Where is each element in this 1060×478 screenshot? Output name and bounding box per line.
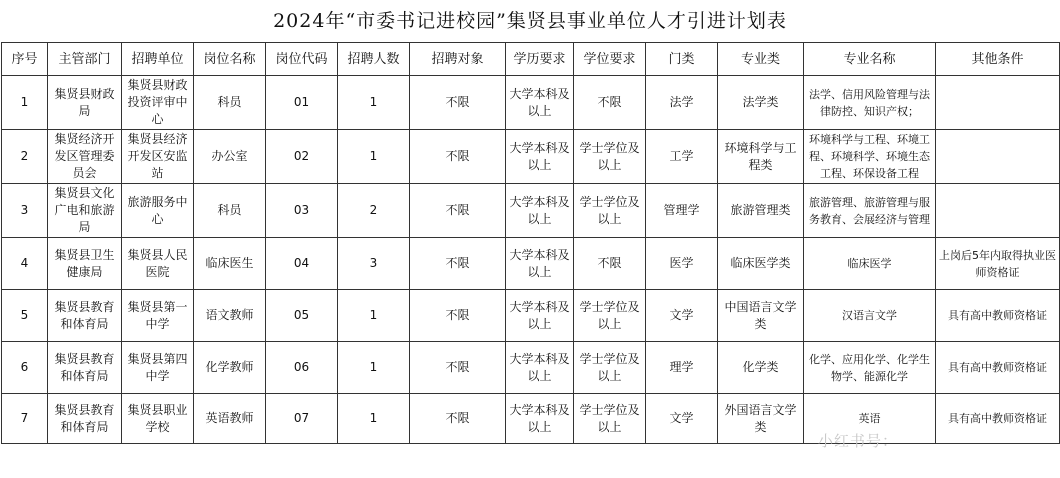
cell-unit: 集贤县第一中学 <box>122 290 194 342</box>
cell-code: 05 <box>266 290 338 342</box>
header-cell: 专业名称 <box>804 43 936 76</box>
table-row <box>2 342 1060 394</box>
cell-edu: 大学本科及以上 <box>506 238 574 290</box>
cell-edu: 大学本科及以上 <box>506 342 574 394</box>
cell-code: 06 <box>266 342 338 394</box>
cell-major: 临床医学 <box>804 238 936 290</box>
table-row <box>2 130 1060 184</box>
cell-count: 3 <box>338 238 410 290</box>
cell-other: 具有高中教师资格证 <box>936 290 1060 342</box>
cell-code: 07 <box>266 394 338 444</box>
header-cell: 其他条件 <box>936 43 1060 76</box>
cell-major-class: 中国语言文学类 <box>718 290 804 342</box>
cell-major-class: 化学类 <box>718 342 804 394</box>
cell-no: 7 <box>2 394 48 444</box>
cell-code: 03 <box>266 184 338 238</box>
header-cell: 岗位代码 <box>266 43 338 76</box>
cell-no: 3 <box>2 184 48 238</box>
cell-code: 02 <box>266 130 338 184</box>
cell-no: 2 <box>2 130 48 184</box>
cell-count: 1 <box>338 394 410 444</box>
cell-category: 文学 <box>646 290 718 342</box>
table-row <box>2 290 1060 342</box>
cell-dept: 集贤县卫生健康局 <box>48 238 122 290</box>
cell-category: 工学 <box>646 130 718 184</box>
cell-other <box>936 130 1060 184</box>
cell-category: 管理学 <box>646 184 718 238</box>
table-row <box>2 394 1060 444</box>
cell-edu: 大学本科及以上 <box>506 184 574 238</box>
cell-major-class: 旅游管理类 <box>718 184 804 238</box>
cell-post: 临床医生 <box>194 238 266 290</box>
cell-category: 法学 <box>646 76 718 130</box>
header-cell: 学位要求 <box>574 43 646 76</box>
cell-edu: 大学本科及以上 <box>506 76 574 130</box>
cell-category: 理学 <box>646 342 718 394</box>
watermark: 小红书号： <box>818 432 899 450</box>
cell-category: 医学 <box>646 238 718 290</box>
header-cell: 序号 <box>2 43 48 76</box>
cell-degree: 学士学位及以上 <box>574 184 646 238</box>
cell-target: 不限 <box>410 290 506 342</box>
cell-code: 04 <box>266 238 338 290</box>
header-cell: 专业类 <box>718 43 804 76</box>
cell-major: 法学、信用风险管理与法律防控、知识产权； <box>804 76 936 130</box>
cell-post: 语文教师 <box>194 290 266 342</box>
cell-unit: 旅游服务中心 <box>122 184 194 238</box>
cell-count: 1 <box>338 342 410 394</box>
header-cell: 门类 <box>646 43 718 76</box>
cell-count: 2 <box>338 184 410 238</box>
page-title: 2024年“市委书记进校园”集贤县事业单位人才引进计划表 <box>273 10 787 32</box>
header-cell: 主管部门 <box>48 43 122 76</box>
cell-major-class: 环境科学与工程类 <box>718 130 804 184</box>
cell-degree: 学士学位及以上 <box>574 342 646 394</box>
cell-dept: 集贤县教育和体育局 <box>48 394 122 444</box>
cell-post: 办公室 <box>194 130 266 184</box>
cell-degree: 学士学位及以上 <box>574 130 646 184</box>
cell-degree: 学士学位及以上 <box>574 394 646 444</box>
cell-degree: 不限 <box>574 76 646 130</box>
header-cell: 招聘单位 <box>122 43 194 76</box>
cell-other <box>936 184 1060 238</box>
cell-count: 1 <box>338 290 410 342</box>
cell-count: 1 <box>338 76 410 130</box>
cell-no: 6 <box>2 342 48 394</box>
cell-post: 英语教师 <box>194 394 266 444</box>
cell-edu: 大学本科及以上 <box>506 290 574 342</box>
cell-other <box>936 76 1060 130</box>
table-row <box>2 184 1060 238</box>
cell-degree: 不限 <box>574 238 646 290</box>
header-cell: 岗位名称 <box>194 43 266 76</box>
cell-post: 科员 <box>194 76 266 130</box>
cell-code: 01 <box>266 76 338 130</box>
cell-target: 不限 <box>410 342 506 394</box>
cell-target: 不限 <box>410 184 506 238</box>
cell-unit: 集贤县职业学校 <box>122 394 194 444</box>
cell-post: 科员 <box>194 184 266 238</box>
cell-no: 5 <box>2 290 48 342</box>
cell-dept: 集贤县教育和体育局 <box>48 290 122 342</box>
cell-major-class: 外国语言文学类 <box>718 394 804 444</box>
cell-edu: 大学本科及以上 <box>506 394 574 444</box>
cell-major: 汉语言文学 <box>804 290 936 342</box>
table-row <box>2 238 1060 290</box>
cell-unit: 集贤县经济开发区安监站 <box>122 130 194 184</box>
cell-category: 文学 <box>646 394 718 444</box>
cell-dept: 集贤经济开发区管理委员会 <box>48 130 122 184</box>
cell-edu: 大学本科及以上 <box>506 130 574 184</box>
cell-target: 不限 <box>410 130 506 184</box>
cell-degree: 学士学位及以上 <box>574 290 646 342</box>
cell-dept: 集贤县文化广电和旅游局 <box>48 184 122 238</box>
cell-target: 不限 <box>410 394 506 444</box>
cell-other: 具有高中教师资格证 <box>936 342 1060 394</box>
cell-target: 不限 <box>410 76 506 130</box>
cell-major: 旅游管理、旅游管理与服务教育、会展经济与管理 <box>804 184 936 238</box>
cell-unit: 集贤县人民医院 <box>122 238 194 290</box>
cell-count: 1 <box>338 130 410 184</box>
cell-major: 化学、应用化学、化学生物学、能源化学 <box>804 342 936 394</box>
cell-major: 环境科学与工程、环境工程、环境科学、环境生态工程、环保设备工程 <box>804 130 936 184</box>
cell-dept: 集贤县教育和体育局 <box>48 342 122 394</box>
cell-other: 具有高中教师资格证 <box>936 394 1060 444</box>
header-cell: 学历要求 <box>506 43 574 76</box>
cell-unit: 集贤县第四中学 <box>122 342 194 394</box>
cell-dept: 集贤县财政局 <box>48 76 122 130</box>
table-row <box>2 76 1060 130</box>
cell-other: 上岗后5年内取得执业医师资格证 <box>936 238 1060 290</box>
cell-post: 化学教师 <box>194 342 266 394</box>
cell-major-class: 临床医学类 <box>718 238 804 290</box>
cell-major: 英语 <box>804 394 936 444</box>
header-cell: 招聘人数 <box>338 43 410 76</box>
header-cell: 招聘对象 <box>410 43 506 76</box>
cell-no: 1 <box>2 76 48 130</box>
cell-unit: 集贤县财政投资评审中心 <box>122 76 194 130</box>
table-header-row <box>2 43 1060 76</box>
recruitment-plan-table <box>1 42 1060 444</box>
cell-target: 不限 <box>410 238 506 290</box>
cell-no: 4 <box>2 238 48 290</box>
cell-major-class: 法学类 <box>718 76 804 130</box>
